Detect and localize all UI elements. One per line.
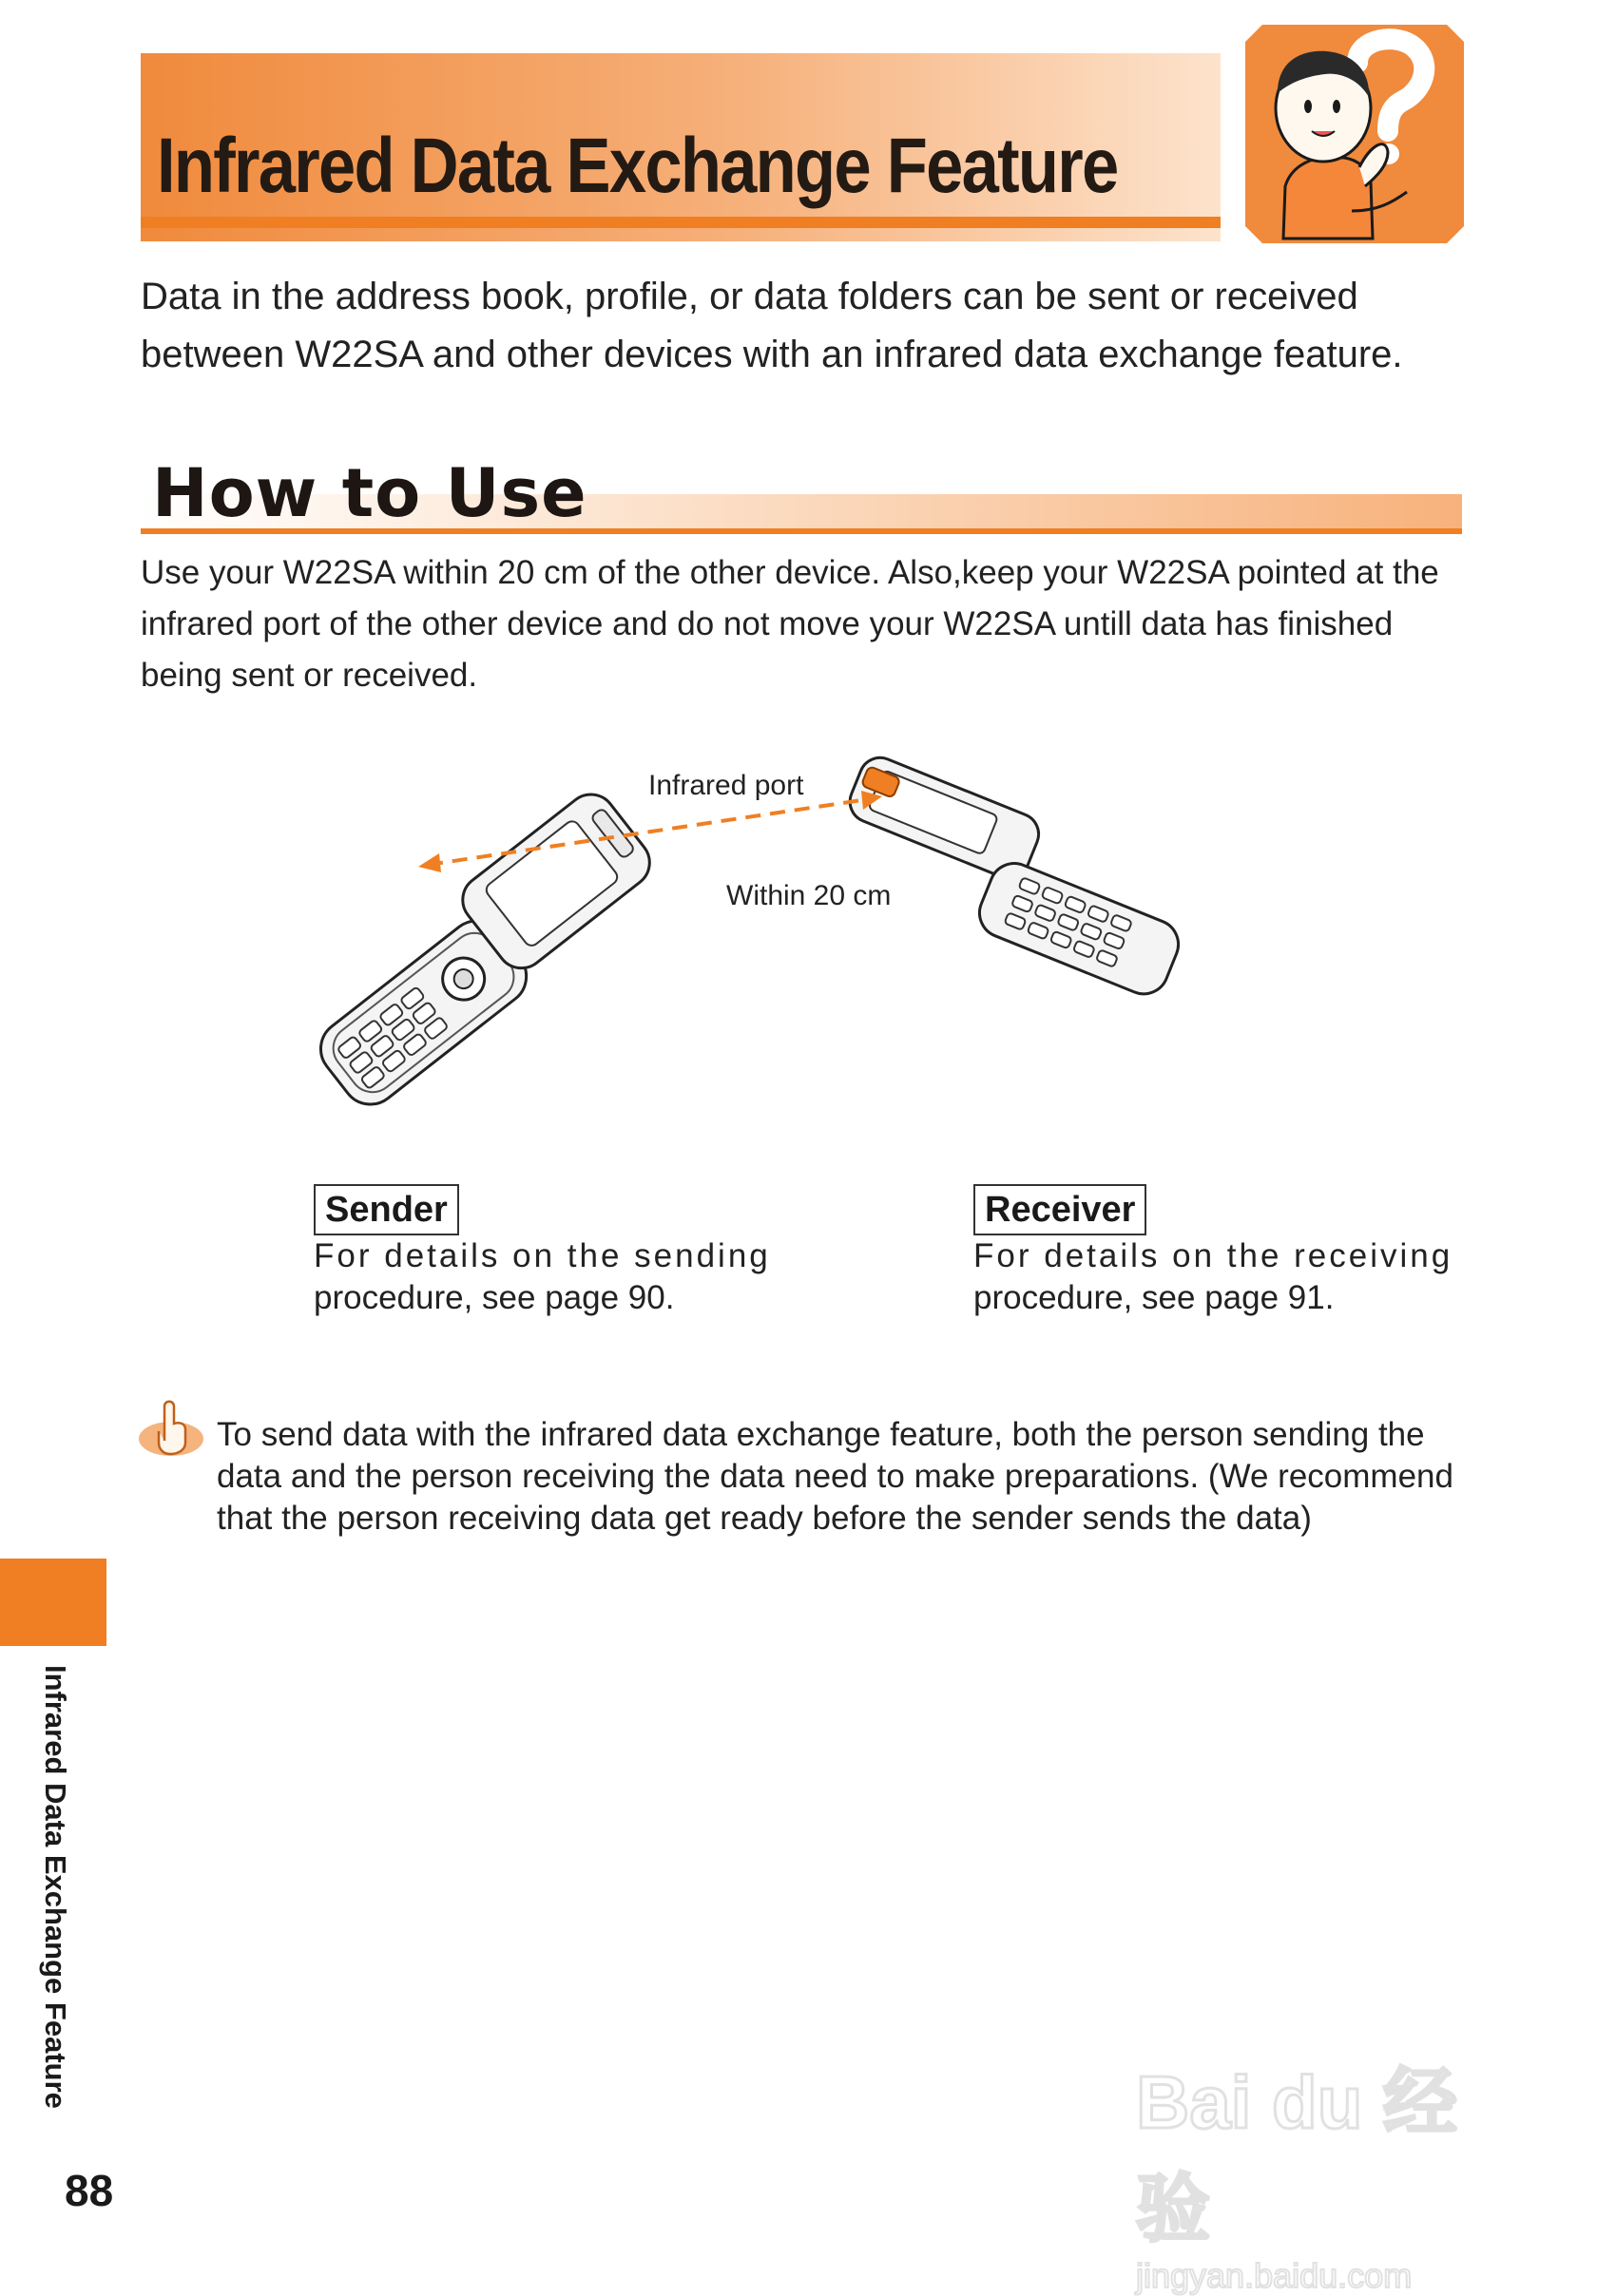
- pointing-hand-icon: [138, 1397, 204, 1458]
- chapter-side-label: Infrared Data Exchange Feature: [39, 1665, 72, 2109]
- title-underline: [141, 217, 1221, 228]
- sender-label: Sender: [314, 1184, 459, 1235]
- distance-label: Within 20 cm: [726, 880, 892, 911]
- receiver-block: [973, 1184, 1468, 1319]
- sender-phone-icon: [314, 784, 669, 1116]
- intro-paragraph: Data in the address book, profile, or data folders can be sent or received between W22SA and other devices with an infrared data exchange feature.: [141, 276, 1403, 375]
- phones-illustration: [314, 741, 1226, 1159]
- watermark-brand: Bai du 经验: [1136, 2060, 1458, 2250]
- sender-block: [314, 1184, 808, 1319]
- baidu-watermark-logo: [1136, 2043, 1516, 2295]
- chapter-tab: [0, 1559, 106, 1646]
- note-paragraph: To send data with the infrared data exchange feature, both the person sending the data and the person receiving the data need to make preparations. (We recommend that the person receiving data get ready before the sender sends the data): [217, 1416, 1453, 1537]
- how-to-use-paragraph: Use your W22SA within 20 cm of the other device. Also,keep your W22SA pointed at the infrared port of the other device and do not move your W22SA untill data has finished being sent or received.: [141, 554, 1439, 694]
- receiver-desc-line2: procedure, see page 91.: [973, 1279, 1335, 1316]
- page-title: Infrared Data Exchange Feature: [157, 123, 1118, 209]
- mascot-illustration: [1245, 25, 1464, 243]
- sender-desc-line2: procedure, see page 90.: [314, 1279, 675, 1316]
- page-number: 88: [65, 2166, 114, 2215]
- receiver-desc-line1: For details on the receiving: [973, 1237, 1453, 1274]
- receiver-phone-icon: [822, 752, 1203, 1002]
- watermark-url: jingyan.baidu.com: [1136, 2256, 1413, 2295]
- section-heading: How to Use: [152, 454, 587, 532]
- infrared-port-label: Infrared port: [648, 770, 804, 801]
- sender-desc-line1: For details on the sending: [314, 1237, 771, 1274]
- receiver-label: Receiver: [973, 1184, 1146, 1235]
